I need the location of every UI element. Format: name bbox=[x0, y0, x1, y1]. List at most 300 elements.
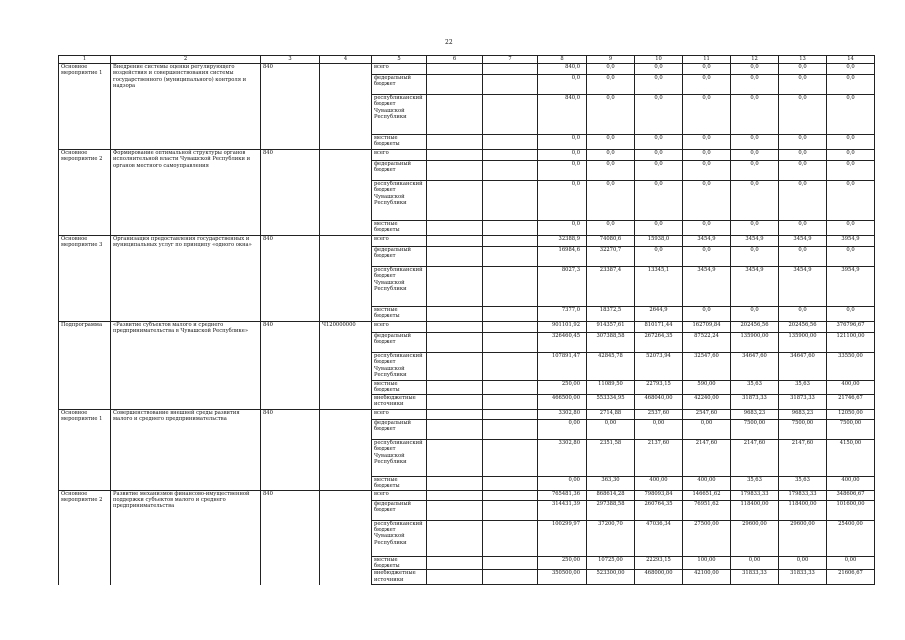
value-cell: 31833,33 bbox=[779, 570, 827, 585]
value-cell: 47036,34 bbox=[635, 520, 683, 556]
value-cell: 0,0 bbox=[731, 150, 779, 161]
funding-source: федеральный бюджет bbox=[372, 247, 427, 267]
value-cell: 18372,5 bbox=[587, 307, 635, 322]
value-cell: 0,0 bbox=[731, 307, 779, 322]
value-cell: 179833,33 bbox=[779, 490, 827, 500]
value-cell: 31873,33 bbox=[779, 394, 827, 409]
funding-source: республиканский бюджет Чувашской Республики bbox=[372, 95, 427, 135]
value-cell: 0,0 bbox=[683, 95, 731, 135]
value-cell: 2547,60 bbox=[683, 409, 731, 419]
value-cell: 267264,35 bbox=[635, 333, 683, 353]
value-cell: 42100,00 bbox=[683, 570, 731, 585]
funding-source: всего bbox=[372, 490, 427, 500]
value-cell: 3454,9 bbox=[779, 267, 827, 307]
empty-col7 bbox=[483, 439, 538, 476]
value-cell: 0,0 bbox=[587, 150, 635, 161]
value-cell: 0,0 bbox=[779, 181, 827, 221]
measure-type: Основное мероприятие 3 bbox=[59, 236, 111, 322]
value-cell: 87522,24 bbox=[683, 333, 731, 353]
code-col3: 840 bbox=[261, 409, 320, 490]
value-cell: 22293,15 bbox=[635, 556, 683, 570]
value-cell: 121100,00 bbox=[827, 333, 875, 353]
value-cell: 0,0 bbox=[587, 64, 635, 75]
value-cell: 0,0 bbox=[635, 181, 683, 221]
value-cell: 0,0 bbox=[827, 307, 875, 322]
value-cell: 590,00 bbox=[683, 381, 731, 395]
value-cell: 74080,6 bbox=[587, 236, 635, 247]
value-cell: 0,0 bbox=[538, 75, 587, 95]
value-cell: 0,00 bbox=[587, 419, 635, 439]
empty-col7 bbox=[483, 322, 538, 333]
value-cell: 34647,60 bbox=[731, 353, 779, 381]
code-col4 bbox=[320, 236, 372, 322]
value-cell: 34647,60 bbox=[779, 353, 827, 381]
funding-source: внебюджетные источники bbox=[372, 570, 427, 585]
header-cell: 3 bbox=[261, 56, 320, 64]
value-cell: 35,63 bbox=[779, 476, 827, 490]
value-cell: 0,0 bbox=[635, 150, 683, 161]
value-cell: 0,00 bbox=[827, 556, 875, 570]
funding-source: федеральный бюджет bbox=[372, 161, 427, 181]
funding-source: местные бюджеты bbox=[372, 556, 427, 570]
value-cell: 765481,36 bbox=[538, 490, 587, 500]
value-cell: 202456,56 bbox=[779, 322, 827, 333]
value-cell: 0,00 bbox=[635, 419, 683, 439]
value-cell: 326460,45 bbox=[538, 333, 587, 353]
empty-col6 bbox=[427, 439, 483, 476]
value-cell: 76951,62 bbox=[683, 500, 731, 520]
value-cell: 162709,84 bbox=[683, 322, 731, 333]
value-cell: 22793,15 bbox=[635, 381, 683, 395]
code-col3: 840 bbox=[261, 236, 320, 322]
funding-source: республиканский бюджет Чувашской Республики bbox=[372, 353, 427, 381]
empty-col6 bbox=[427, 221, 483, 236]
value-cell: 0,00 bbox=[731, 556, 779, 570]
value-cell: 9683,23 bbox=[731, 409, 779, 419]
value-cell: 0,0 bbox=[683, 221, 731, 236]
value-cell: 0,0 bbox=[827, 95, 875, 135]
funding-source: местные бюджеты bbox=[372, 307, 427, 322]
value-cell: 0,0 bbox=[683, 75, 731, 95]
value-cell: 250,00 bbox=[538, 556, 587, 570]
empty-col7 bbox=[483, 221, 538, 236]
empty-col6 bbox=[427, 520, 483, 556]
value-cell: 8027,3 bbox=[538, 267, 587, 307]
code-col4: Ч120000000 bbox=[320, 322, 372, 410]
value-cell: 0,0 bbox=[587, 135, 635, 150]
value-cell: 0,0 bbox=[587, 95, 635, 135]
value-cell: 29600,00 bbox=[731, 520, 779, 556]
value-cell: 3454,9 bbox=[731, 236, 779, 247]
empty-col6 bbox=[427, 500, 483, 520]
value-cell: 2147,60 bbox=[779, 439, 827, 476]
value-cell: 35,63 bbox=[731, 476, 779, 490]
value-cell: 868614,28 bbox=[587, 490, 635, 500]
empty-col6 bbox=[427, 161, 483, 181]
value-cell: 2137,60 bbox=[635, 439, 683, 476]
empty-col7 bbox=[483, 570, 538, 585]
empty-col7 bbox=[483, 64, 538, 75]
value-cell: 13345,1 bbox=[635, 267, 683, 307]
empty-col6 bbox=[427, 322, 483, 333]
table-row bbox=[59, 322, 875, 333]
value-cell: 0,0 bbox=[683, 307, 731, 322]
measure-type: Подпрограмма bbox=[59, 322, 111, 410]
funding-source: всего bbox=[372, 322, 427, 333]
code-col3: 840 bbox=[261, 490, 320, 585]
empty-col6 bbox=[427, 307, 483, 322]
empty-col7 bbox=[483, 556, 538, 570]
value-cell: 260764,35 bbox=[635, 500, 683, 520]
value-cell: 840,0 bbox=[538, 95, 587, 135]
funding-source: местные бюджеты bbox=[372, 221, 427, 236]
value-cell: 118400,00 bbox=[779, 500, 827, 520]
measure-title: «Развитие субъектов малого и среднего предпринимательства в Чувашской Республике» bbox=[111, 322, 261, 410]
empty-col7 bbox=[483, 267, 538, 307]
funding-source: всего bbox=[372, 150, 427, 161]
value-cell: 179833,33 bbox=[731, 490, 779, 500]
empty-col7 bbox=[483, 333, 538, 353]
value-cell: 32547,60 bbox=[683, 353, 731, 381]
value-cell: 350500,00 bbox=[538, 570, 587, 585]
value-cell: 0,0 bbox=[731, 247, 779, 267]
value-cell: 10725,00 bbox=[587, 556, 635, 570]
value-cell: 15938,0 bbox=[635, 236, 683, 247]
empty-col7 bbox=[483, 419, 538, 439]
value-cell: 146651,62 bbox=[683, 490, 731, 500]
empty-col6 bbox=[427, 419, 483, 439]
value-cell: 0,0 bbox=[538, 161, 587, 181]
value-cell: 33550,00 bbox=[827, 353, 875, 381]
header-cell: 4 bbox=[320, 56, 372, 64]
empty-col6 bbox=[427, 267, 483, 307]
value-cell: 400,00 bbox=[827, 381, 875, 395]
empty-col6 bbox=[427, 490, 483, 500]
measure-type: Основное мероприятие 2 bbox=[59, 150, 111, 236]
value-cell: 0,0 bbox=[779, 75, 827, 95]
value-cell: 2147,60 bbox=[731, 439, 779, 476]
code-col3: 840 bbox=[261, 64, 320, 150]
code-col3: 840 bbox=[261, 322, 320, 410]
measure-type: Основное мероприятие 1 bbox=[59, 409, 111, 490]
code-col4 bbox=[320, 64, 372, 150]
empty-col7 bbox=[483, 381, 538, 395]
funding-source: местные бюджеты bbox=[372, 476, 427, 490]
table-row bbox=[59, 409, 875, 419]
empty-col6 bbox=[427, 181, 483, 221]
value-cell: 2714,88 bbox=[587, 409, 635, 419]
table-row bbox=[59, 150, 875, 161]
funding-source: всего bbox=[372, 64, 427, 75]
value-cell: 0,0 bbox=[731, 181, 779, 221]
measure-title: Формирование оптимальной структуры органов исполнительной власти Чувашской Республики и органов местного самоуправления bbox=[111, 150, 261, 236]
value-cell: 11089,50 bbox=[587, 381, 635, 395]
value-cell: 0,0 bbox=[827, 161, 875, 181]
value-cell: 0,0 bbox=[587, 161, 635, 181]
empty-col6 bbox=[427, 75, 483, 95]
value-cell: 0,0 bbox=[827, 75, 875, 95]
value-cell: 0,0 bbox=[587, 221, 635, 236]
funding-source: федеральный бюджет bbox=[372, 419, 427, 439]
value-cell: 307388,58 bbox=[587, 333, 635, 353]
value-cell: 0,0 bbox=[587, 75, 635, 95]
header-cell: 5 bbox=[372, 56, 427, 64]
value-cell: 0,0 bbox=[731, 161, 779, 181]
value-cell: 25400,00 bbox=[827, 520, 875, 556]
value-cell: 32388,9 bbox=[538, 236, 587, 247]
value-cell: 0,0 bbox=[635, 161, 683, 181]
value-cell: 21606,67 bbox=[827, 570, 875, 585]
value-cell: 0,0 bbox=[683, 247, 731, 267]
value-cell: 7377,0 bbox=[538, 307, 587, 322]
empty-col6 bbox=[427, 247, 483, 267]
empty-col6 bbox=[427, 556, 483, 570]
empty-col7 bbox=[483, 236, 538, 247]
value-cell: 0,00 bbox=[779, 556, 827, 570]
value-cell: 135900,00 bbox=[731, 333, 779, 353]
measure-title: Совершенствование внешней среды развития малого и среднего предпринимательства bbox=[111, 409, 261, 490]
empty-col7 bbox=[483, 75, 538, 95]
value-cell: 3454,9 bbox=[683, 236, 731, 247]
code-col4 bbox=[320, 150, 372, 236]
value-cell: 3954,9 bbox=[827, 236, 875, 247]
value-cell: 100299,97 bbox=[538, 520, 587, 556]
value-cell: 135900,00 bbox=[779, 333, 827, 353]
empty-col6 bbox=[427, 95, 483, 135]
table-row bbox=[59, 64, 875, 75]
value-cell: 4150,00 bbox=[827, 439, 875, 476]
value-cell: 0,0 bbox=[538, 135, 587, 150]
value-cell: 0,0 bbox=[779, 95, 827, 135]
code-col4 bbox=[320, 490, 372, 585]
value-cell: 0,0 bbox=[779, 161, 827, 181]
empty-col7 bbox=[483, 135, 538, 150]
empty-col7 bbox=[483, 353, 538, 381]
value-cell: 0,00 bbox=[538, 419, 587, 439]
value-cell: 376796,67 bbox=[827, 322, 875, 333]
value-cell: 0,0 bbox=[779, 135, 827, 150]
value-cell: 0,0 bbox=[635, 221, 683, 236]
value-cell: 29600,00 bbox=[779, 520, 827, 556]
table-row bbox=[59, 490, 875, 500]
code-col4 bbox=[320, 409, 372, 490]
measure-type: Основное мероприятие 2 bbox=[59, 490, 111, 585]
empty-col6 bbox=[427, 333, 483, 353]
header-cell: 9 bbox=[587, 56, 635, 64]
value-cell: 7500,00 bbox=[827, 419, 875, 439]
value-cell: 31833,33 bbox=[731, 570, 779, 585]
empty-col6 bbox=[427, 394, 483, 409]
funding-source: федеральный бюджет bbox=[372, 333, 427, 353]
value-cell: 0,0 bbox=[683, 64, 731, 75]
value-cell: 3954,9 bbox=[827, 267, 875, 307]
value-cell: 0,0 bbox=[683, 161, 731, 181]
value-cell: 348606,67 bbox=[827, 490, 875, 500]
value-cell: 32270,7 bbox=[587, 247, 635, 267]
measure-title: Развитие механизмов финансово-имущественной поддержки субъектов малого и среднего предпринимательства bbox=[111, 490, 261, 585]
value-cell: 0,0 bbox=[731, 221, 779, 236]
value-cell: 2351,58 bbox=[587, 439, 635, 476]
value-cell: 0,0 bbox=[731, 95, 779, 135]
header-cell: 8 bbox=[538, 56, 587, 64]
empty-col7 bbox=[483, 520, 538, 556]
value-cell: 0,0 bbox=[827, 247, 875, 267]
header-cell: 1 bbox=[59, 56, 111, 64]
value-cell: 27500,00 bbox=[683, 520, 731, 556]
value-cell: 42845,78 bbox=[587, 353, 635, 381]
value-cell: 297388,58 bbox=[587, 500, 635, 520]
value-cell: 3454,9 bbox=[779, 236, 827, 247]
value-cell: 0,0 bbox=[587, 181, 635, 221]
value-cell: 37200,70 bbox=[587, 520, 635, 556]
value-cell: 118400,00 bbox=[731, 500, 779, 520]
header-cell: 6 bbox=[427, 56, 483, 64]
value-cell: 0,0 bbox=[827, 150, 875, 161]
value-cell: 52073,94 bbox=[635, 353, 683, 381]
empty-col7 bbox=[483, 476, 538, 490]
value-cell: 21746,67 bbox=[827, 394, 875, 409]
value-cell: 0,0 bbox=[779, 150, 827, 161]
value-cell: 3454,9 bbox=[731, 267, 779, 307]
value-cell: 0,0 bbox=[731, 135, 779, 150]
value-cell: 0,0 bbox=[779, 307, 827, 322]
funding-source: республиканский бюджет Чувашской Республики bbox=[372, 267, 427, 307]
value-cell: 3302,80 bbox=[538, 409, 587, 419]
empty-col7 bbox=[483, 394, 538, 409]
value-cell: 2537,60 bbox=[635, 409, 683, 419]
empty-col7 bbox=[483, 490, 538, 500]
value-cell: 468000,00 bbox=[635, 570, 683, 585]
value-cell: 3302,80 bbox=[538, 439, 587, 476]
value-cell: 0,0 bbox=[635, 135, 683, 150]
value-cell: 798093,84 bbox=[635, 490, 683, 500]
empty-col7 bbox=[483, 307, 538, 322]
funding-source: всего bbox=[372, 236, 427, 247]
value-cell: 0,0 bbox=[827, 221, 875, 236]
value-cell: 0,0 bbox=[683, 150, 731, 161]
value-cell: 0,0 bbox=[731, 75, 779, 95]
value-cell: 400,00 bbox=[683, 476, 731, 490]
empty-col7 bbox=[483, 161, 538, 181]
value-cell: 101600,00 bbox=[827, 500, 875, 520]
value-cell: 0,0 bbox=[827, 181, 875, 221]
value-cell: 0,0 bbox=[827, 64, 875, 75]
value-cell: 0,0 bbox=[683, 135, 731, 150]
header-cell: 2 bbox=[111, 56, 261, 64]
value-cell: 0,0 bbox=[538, 221, 587, 236]
empty-col6 bbox=[427, 236, 483, 247]
code-col3: 840 bbox=[261, 150, 320, 236]
value-cell: 553334,95 bbox=[587, 394, 635, 409]
value-cell: 0,0 bbox=[731, 64, 779, 75]
empty-col7 bbox=[483, 500, 538, 520]
value-cell: 314431,39 bbox=[538, 500, 587, 520]
value-cell: 0,0 bbox=[635, 64, 683, 75]
value-cell: 840,0 bbox=[538, 64, 587, 75]
value-cell: 2644,9 bbox=[635, 307, 683, 322]
value-cell: 0,00 bbox=[683, 419, 731, 439]
value-cell: 16984,6 bbox=[538, 247, 587, 267]
funding-source: местные бюджеты bbox=[372, 135, 427, 150]
funding-source: местные бюджеты bbox=[372, 381, 427, 395]
budget-table bbox=[58, 55, 875, 585]
value-cell: 0,0 bbox=[779, 64, 827, 75]
value-cell: 7500,00 bbox=[731, 419, 779, 439]
value-cell: 2147,60 bbox=[683, 439, 731, 476]
value-cell: 0,0 bbox=[635, 247, 683, 267]
empty-col6 bbox=[427, 476, 483, 490]
value-cell: 202456,56 bbox=[731, 322, 779, 333]
value-cell: 0,0 bbox=[779, 221, 827, 236]
header-cell: 12 bbox=[731, 56, 779, 64]
value-cell: 31873,33 bbox=[731, 394, 779, 409]
value-cell: 901101,92 bbox=[538, 322, 587, 333]
value-cell: 7500,00 bbox=[779, 419, 827, 439]
value-cell: 12050,00 bbox=[827, 409, 875, 419]
funding-source: федеральный бюджет bbox=[372, 500, 427, 520]
value-cell: 3454,9 bbox=[683, 267, 731, 307]
measure-title: Организация предоставления государственных и муниципальных услуг по принципу «одного окна» bbox=[111, 236, 261, 322]
value-cell: 466500,00 bbox=[538, 394, 587, 409]
funding-source: республиканский бюджет Чувашской Республики bbox=[372, 181, 427, 221]
value-cell: 0,00 bbox=[538, 476, 587, 490]
header-row bbox=[59, 56, 875, 64]
empty-col6 bbox=[427, 64, 483, 75]
value-cell: 0,0 bbox=[538, 181, 587, 221]
funding-source: федеральный бюджет bbox=[372, 75, 427, 95]
value-cell: 9683,23 bbox=[779, 409, 827, 419]
value-cell: 363,30 bbox=[587, 476, 635, 490]
value-cell: 35,63 bbox=[731, 381, 779, 395]
empty-col7 bbox=[483, 181, 538, 221]
value-cell: 0,0 bbox=[683, 181, 731, 221]
value-cell: 100,00 bbox=[683, 556, 731, 570]
value-cell: 0,0 bbox=[827, 135, 875, 150]
table-row bbox=[59, 236, 875, 247]
empty-col7 bbox=[483, 409, 538, 419]
empty-col6 bbox=[427, 409, 483, 419]
value-cell: 400,00 bbox=[827, 476, 875, 490]
value-cell: 35,63 bbox=[779, 381, 827, 395]
value-cell: 0,0 bbox=[538, 150, 587, 161]
empty-col6 bbox=[427, 381, 483, 395]
value-cell: 0,0 bbox=[635, 95, 683, 135]
value-cell: 42240,00 bbox=[683, 394, 731, 409]
header-cell: 11 bbox=[683, 56, 731, 64]
empty-col7 bbox=[483, 95, 538, 135]
value-cell: 523300,00 bbox=[587, 570, 635, 585]
empty-col7 bbox=[483, 247, 538, 267]
value-cell: 468040,00 bbox=[635, 394, 683, 409]
page-number: 22 bbox=[445, 39, 453, 46]
value-cell: 400,00 bbox=[635, 476, 683, 490]
value-cell: 250,00 bbox=[538, 381, 587, 395]
funding-source: внебюджетные источники bbox=[372, 394, 427, 409]
funding-source: всего bbox=[372, 409, 427, 419]
measure-title: Внедрение системы оценки регулирующего воздействия и совершенствования системы государственного (муниципального) контроля и надзора bbox=[111, 64, 261, 150]
value-cell: 107891,47 bbox=[538, 353, 587, 381]
empty-col6 bbox=[427, 570, 483, 585]
empty-col7 bbox=[483, 150, 538, 161]
funding-source: республиканский бюджет Чувашской Республики bbox=[372, 520, 427, 556]
header-cell: 7 bbox=[483, 56, 538, 64]
funding-source: республиканский бюджет Чувашской Республики bbox=[372, 439, 427, 476]
header-cell: 10 bbox=[635, 56, 683, 64]
value-cell: 810171,44 bbox=[635, 322, 683, 333]
empty-col6 bbox=[427, 353, 483, 381]
empty-col6 bbox=[427, 135, 483, 150]
measure-type: Основное мероприятие 1 bbox=[59, 64, 111, 150]
